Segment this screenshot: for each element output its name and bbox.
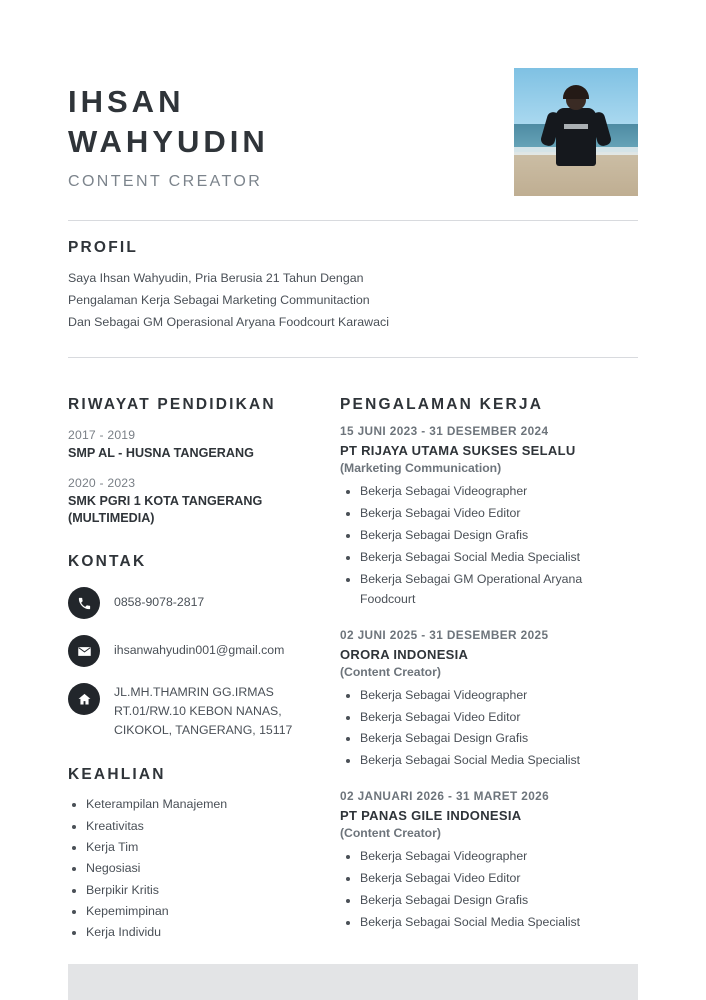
list-item: • Bekerja Sebagai GM Operational Aryana Foodcourt (360, 570, 638, 610)
list-item: • Kerja Tim (86, 837, 340, 858)
experience-company: PT PANAS GILE INDONESIA (340, 808, 522, 824)
last-name: WAHYUDIN (68, 123, 269, 159)
left-column (68, 378, 340, 943)
experience-role: (Marketing Communication) (340, 461, 502, 476)
profil-line-1: Saya Ihsan Wahyudin, Pria Berusia 21 Tahun Dengan (68, 271, 364, 285)
list-item: • Bekerja Sebagai Design Grafis (360, 526, 638, 546)
experience-company: ORORA INDONESIA (340, 646, 469, 662)
experience-item (340, 789, 638, 933)
experience-item (340, 628, 638, 772)
list-item: • Negosiasi (86, 858, 340, 879)
list-item: • Bekerja Sebagai Videographer (360, 686, 638, 706)
job-title: CONTENT CREATOR (68, 173, 263, 191)
section-title-experience: PENGALAMAN KERJA (340, 396, 544, 414)
list-item: • Bekerja Sebagai Video Editor (360, 708, 638, 728)
experience-date: 02 JUNI 2025 - 31 DESEMBER 2025 (340, 627, 549, 642)
experience-date: 15 JUNI 2023 - 31 DESEMBER 2024 (340, 424, 549, 439)
education-date: 2020 - 2023 (68, 476, 136, 491)
section-title-profil: PROFIL (68, 239, 139, 256)
experience-company: PT RIJAYA UTAMA SUKSES SELALU (340, 443, 576, 459)
list-item: • Bekerja Sebagai Design Grafis (360, 729, 638, 749)
contact-row-email (68, 635, 340, 667)
contact-row-phone (68, 587, 340, 619)
phone-icon (68, 587, 100, 619)
list-item: • Kreativitas (86, 816, 340, 837)
education-item (68, 476, 340, 527)
photo-shirt-print (564, 124, 588, 129)
experience-item (340, 424, 638, 609)
section-title-contact: KONTAK (68, 553, 147, 571)
contact-row-address (68, 683, 340, 740)
education-school: SMK PGRI 1 KOTA TANGERANG (MULTIMEDIA) (68, 494, 263, 526)
profile-photo (514, 68, 638, 196)
experience-task-list (340, 686, 638, 772)
envelope-icon (68, 635, 100, 667)
experience-task-list (340, 482, 638, 609)
list-item: • Bekerja Sebagai Social Media Specialist (360, 913, 638, 933)
list-item: • Bekerja Sebagai Video Editor (360, 504, 638, 524)
list-item: • Bekerja Sebagai Social Media Specialist (360, 548, 638, 568)
right-column (340, 378, 638, 943)
list-item: • Bekerja Sebagai Videographer (360, 847, 638, 867)
contact-phone-value: 0858-9078-2817 (114, 595, 205, 610)
profil-line-3: Dan Sebagai GM Operasional Aryana Foodcourt Karawaci (68, 315, 389, 330)
education-item (68, 428, 340, 462)
divider-middle (68, 357, 638, 358)
resume-content (68, 0, 638, 971)
experience-task-list (340, 847, 638, 933)
contact-address-value: JL.MH.THAMRIN GG.IRMAS RT.01/RW.10 KEBON NANAS, CIKOKOL, TANGERANG, 15117 (114, 685, 293, 738)
education-school: SMP AL - HUSNA TANGERANG (68, 446, 254, 461)
experience-date: 02 JANUARI 2026 - 31 MARET 2026 (340, 789, 550, 804)
list-item: • Bekerja Sebagai Videographer (360, 482, 638, 502)
body-columns (68, 378, 638, 943)
name-block (68, 66, 269, 191)
first-name: IHSAN (68, 84, 185, 119)
list-item: • Kerja Individu (86, 922, 340, 943)
contact-email-value: ihsanwahyudin001@gmail.com (114, 643, 285, 658)
profil-line-2: Pengalaman Kerja Sebagai Marketing Communitaction (68, 293, 370, 308)
divider-top (68, 220, 638, 221)
experience-role: (Content Creator) (340, 826, 441, 841)
list-item: • Bekerja Sebagai Design Grafis (360, 891, 638, 911)
education-date: 2017 - 2019 (68, 428, 136, 443)
profil-text (68, 267, 638, 333)
section-title-education: RIWAYAT PENDIDIKAN (68, 396, 276, 414)
list-item: • Bekerja Sebagai Social Media Specialist (360, 751, 638, 771)
list-item: • Kepemimpinan (86, 901, 340, 922)
section-title-skills: KEAHLIAN (68, 766, 166, 784)
photo-person-body (556, 108, 596, 166)
list-item: • Berpikir Kritis (86, 880, 340, 901)
resume-header (68, 0, 638, 196)
footer-bar (68, 964, 638, 1000)
list-item: • Keterampilan Manajemen (86, 794, 340, 815)
experience-role: (Content Creator) (340, 664, 441, 679)
list-item: • Bekerja Sebagai Video Editor (360, 869, 638, 889)
skills-list (68, 794, 340, 943)
home-icon (68, 683, 100, 715)
